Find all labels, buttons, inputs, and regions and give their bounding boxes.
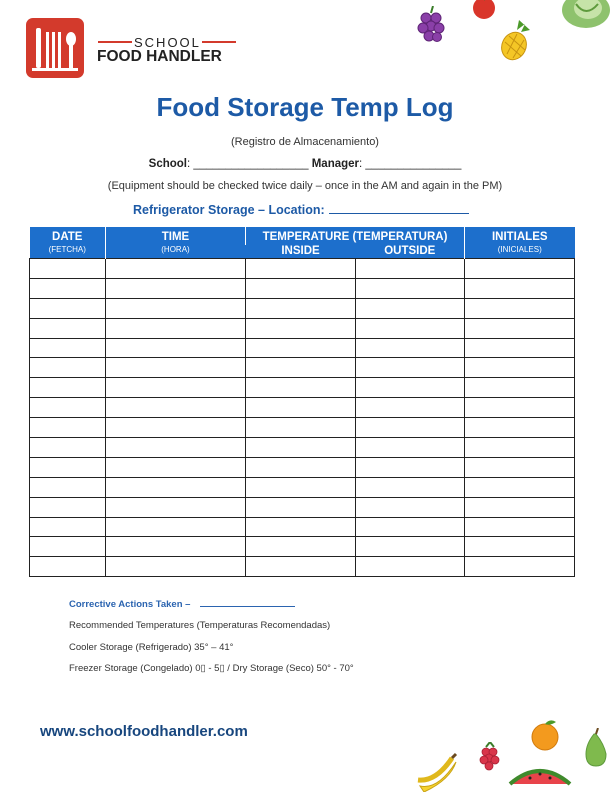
- logo-food-handler-text: FOOD HANDLER: [97, 48, 222, 65]
- date-header: [30, 227, 106, 259]
- time-cell[interactable]: [106, 398, 246, 418]
- outside-temp-cell[interactable]: [356, 318, 465, 338]
- corrective-actions-label: Corrective Actions Taken –: [69, 599, 191, 610]
- initials-cell[interactable]: [465, 537, 575, 557]
- time-cell[interactable]: [106, 378, 246, 398]
- date-cell[interactable]: [30, 438, 106, 458]
- table-row: [30, 298, 575, 318]
- date-cell[interactable]: [30, 457, 106, 477]
- inside-header: INSIDE: [246, 245, 356, 259]
- time-cell[interactable]: [106, 477, 246, 497]
- date-cell[interactable]: [30, 259, 106, 279]
- table-row: [30, 457, 575, 477]
- date-cell[interactable]: [30, 517, 106, 537]
- table-row: [30, 557, 575, 577]
- temperature-header: TEMPERATURE (TEMPERATURA): [246, 227, 465, 245]
- outside-temp-cell[interactable]: [356, 338, 465, 358]
- initials-cell[interactable]: [465, 358, 575, 378]
- time-cell[interactable]: [106, 259, 246, 279]
- school-food-handler-logo: [26, 18, 246, 80]
- table-row: [30, 438, 575, 458]
- outside-header: OUTSIDE: [356, 245, 465, 259]
- initials-cell[interactable]: [465, 338, 575, 358]
- outside-temp-cell[interactable]: [356, 298, 465, 318]
- recommended-temperatures: Recommended Temperatures (Temperaturas Recomendadas): [69, 620, 331, 631]
- inside-temp-cell[interactable]: [246, 298, 356, 318]
- temperature-log-table: [29, 227, 575, 577]
- time-cell[interactable]: [106, 298, 246, 318]
- check-instructions: (Equipment should be checked twice daily – once in the AM and again in the PM): [107, 180, 503, 192]
- initials-cell[interactable]: [465, 259, 575, 279]
- time-cell[interactable]: [106, 278, 246, 298]
- logo-rule-right: [202, 41, 236, 43]
- section-heading: [133, 203, 469, 217]
- inside-temp-cell[interactable]: [246, 378, 356, 398]
- refrigerator-location-label: Refrigerator Storage – Location:: [133, 203, 325, 217]
- outside-temp-cell[interactable]: [356, 497, 465, 517]
- date-cell[interactable]: [30, 497, 106, 517]
- table-row: [30, 517, 575, 537]
- initials-cell[interactable]: [465, 557, 575, 577]
- inside-temp-cell[interactable]: [246, 338, 356, 358]
- date-cell[interactable]: [30, 537, 106, 557]
- cooler-storage-range: Cooler Storage (Refrigerado) 35° – 41°: [69, 642, 234, 653]
- watermelon-icon: [508, 764, 572, 792]
- outside-temp-cell[interactable]: [356, 278, 465, 298]
- initials-cell[interactable]: [465, 398, 575, 418]
- initials-cell[interactable]: [465, 517, 575, 537]
- inside-temp-cell[interactable]: [246, 438, 356, 458]
- date-header-label: DATE: [52, 230, 83, 243]
- raspberry-icon: [478, 742, 504, 772]
- date-cell[interactable]: [30, 358, 106, 378]
- time-cell[interactable]: [106, 318, 246, 338]
- pear-icon: [580, 728, 610, 768]
- manager-label: Manager: [311, 158, 360, 170]
- time-cell[interactable]: [106, 338, 246, 358]
- outside-temp-cell[interactable]: [356, 418, 465, 438]
- outside-temp-cell[interactable]: [356, 477, 465, 497]
- time-header-sub: (HORA): [161, 244, 190, 254]
- table-row: [30, 497, 575, 517]
- table-row: [30, 378, 575, 398]
- initials-cell[interactable]: [465, 497, 575, 517]
- inside-temp-cell[interactable]: [246, 457, 356, 477]
- corrective-actions: [69, 598, 295, 610]
- initials-header-sub: (INICIALES): [497, 244, 542, 254]
- utensils-logo-icon: [26, 18, 84, 78]
- inside-temp-cell[interactable]: [246, 418, 356, 438]
- date-cell[interactable]: [30, 378, 106, 398]
- date-cell[interactable]: [30, 298, 106, 318]
- initials-cell[interactable]: [465, 318, 575, 338]
- outside-temp-cell[interactable]: [356, 537, 465, 557]
- table-row: [30, 418, 575, 438]
- manager-blank[interactable]: : _______________: [359, 158, 462, 170]
- time-cell[interactable]: [106, 438, 246, 458]
- outside-temp-cell[interactable]: [356, 457, 465, 477]
- table-row: [30, 477, 575, 497]
- banana-icon: [416, 752, 460, 792]
- date-header-sub: (FETCHA): [48, 244, 86, 254]
- school-blank[interactable]: : __________________: [187, 158, 309, 170]
- time-cell[interactable]: [106, 418, 246, 438]
- inside-temp-cell[interactable]: [246, 477, 356, 497]
- website-link[interactable]: www.schoolfoodhandler.com: [40, 723, 248, 740]
- table-row: [30, 358, 575, 378]
- time-header: [106, 227, 246, 259]
- date-cell[interactable]: [30, 398, 106, 418]
- page-subtitle: (Registro de Almacenamiento): [231, 136, 379, 148]
- outside-temp-cell[interactable]: [356, 438, 465, 458]
- date-cell[interactable]: [30, 477, 106, 497]
- initials-cell[interactable]: [465, 438, 575, 458]
- apple-icon: [470, 0, 498, 22]
- time-header-label: TIME: [161, 230, 190, 243]
- inside-temp-cell[interactable]: [246, 398, 356, 418]
- inside-temp-cell[interactable]: [246, 259, 356, 279]
- time-cell[interactable]: [106, 358, 246, 378]
- table-row: [30, 259, 575, 279]
- outside-temp-cell[interactable]: [356, 517, 465, 537]
- time-cell[interactable]: [106, 457, 246, 477]
- initials-header-label: INITIALES: [491, 230, 548, 243]
- school-manager-line: [0, 158, 610, 170]
- initials-cell[interactable]: [465, 278, 575, 298]
- pineapple-icon: [497, 18, 533, 62]
- location-blank[interactable]: [329, 203, 469, 214]
- table-row: [30, 398, 575, 418]
- initials-cell[interactable]: [465, 477, 575, 497]
- inside-temp-cell[interactable]: [246, 497, 356, 517]
- corrective-actions-blank[interactable]: [200, 598, 295, 607]
- lettuce-icon: [558, 0, 610, 30]
- inside-temp-cell[interactable]: [246, 358, 356, 378]
- initials-cell[interactable]: [465, 378, 575, 398]
- inside-temp-cell[interactable]: [246, 278, 356, 298]
- date-cell[interactable]: [30, 418, 106, 438]
- time-cell[interactable]: [106, 557, 246, 577]
- date-cell[interactable]: [30, 338, 106, 358]
- initials-cell[interactable]: [465, 457, 575, 477]
- inside-temp-cell[interactable]: [246, 537, 356, 557]
- table-row: [30, 278, 575, 298]
- outside-temp-cell[interactable]: [356, 398, 465, 418]
- logo-rule-left: [98, 41, 132, 43]
- table-row: [30, 338, 575, 358]
- freezer-dry-storage-range: Freezer Storage (Congelado) 0▯ - 5▯ / Dry Storage (Seco) 50° - 70°: [69, 663, 354, 674]
- outside-temp-cell[interactable]: [356, 259, 465, 279]
- time-cell[interactable]: [106, 517, 246, 537]
- grapes-icon: [414, 6, 450, 46]
- time-cell[interactable]: [106, 497, 246, 517]
- school-label: School: [148, 158, 187, 170]
- log-rows: [30, 259, 575, 577]
- table-row: [30, 537, 575, 557]
- time-cell[interactable]: [106, 537, 246, 557]
- outside-temp-cell[interactable]: [356, 358, 465, 378]
- date-cell[interactable]: [30, 318, 106, 338]
- orange-icon: [528, 718, 562, 752]
- date-cell[interactable]: [30, 278, 106, 298]
- initials-header: [465, 227, 575, 259]
- logo-school-text: SCHOOL: [134, 35, 201, 50]
- inside-temp-cell[interactable]: [246, 318, 356, 338]
- outside-temp-cell[interactable]: [356, 378, 465, 398]
- page-title: Food Storage Temp Log: [156, 92, 454, 122]
- initials-cell[interactable]: [465, 418, 575, 438]
- date-cell[interactable]: [30, 557, 106, 577]
- initials-cell[interactable]: [465, 298, 575, 318]
- table-row: [30, 318, 575, 338]
- inside-temp-cell[interactable]: [246, 557, 356, 577]
- outside-temp-cell[interactable]: [356, 557, 465, 577]
- inside-temp-cell[interactable]: [246, 517, 356, 537]
